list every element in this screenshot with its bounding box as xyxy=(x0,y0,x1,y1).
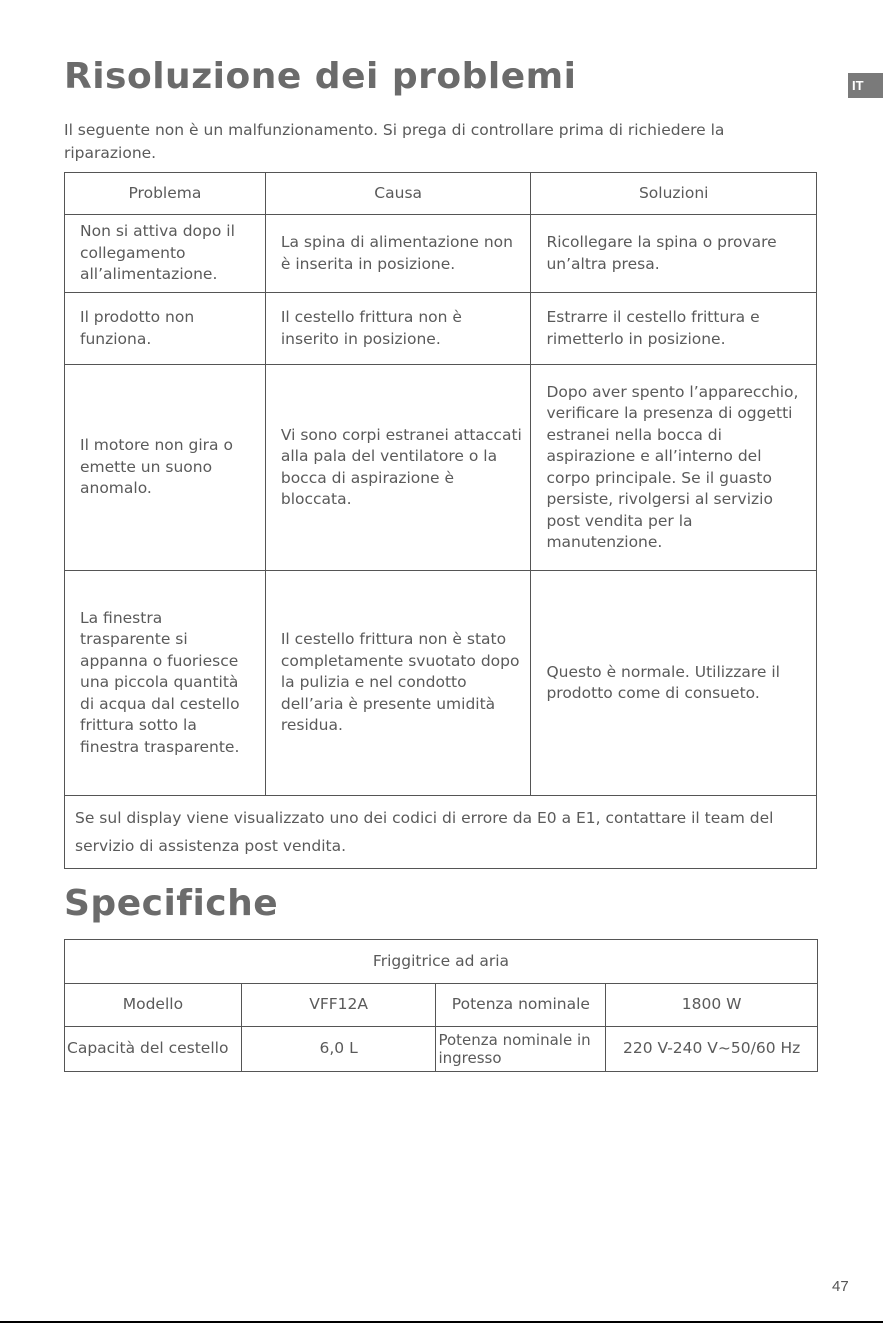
problem-cell: Non si attiva dopo il collegamento all’alimentazione. xyxy=(65,215,266,293)
model-value: VFF12A xyxy=(241,984,436,1027)
capacity-value: 6,0 L xyxy=(241,1027,436,1072)
table-row xyxy=(65,365,817,571)
solution-cell: Ricollegare la spina o provare un’altra presa. xyxy=(531,215,817,293)
cause-cell: Il cestello frittura non è stato completamente svuotato dopo la pulizia e nel condotto dell’aria è presente umidità residua. xyxy=(265,571,531,796)
page-number: 47 xyxy=(832,1278,849,1295)
table-row xyxy=(65,215,817,293)
spec-row xyxy=(65,984,818,1027)
rated-power-value: 1800 W xyxy=(606,984,818,1027)
spec-title-row xyxy=(65,940,818,984)
solution-cell: Dopo aver spento l’apparecchio, verificare la presenza di oggetti estranei nella bocca di aspirazione e all’interno del corpo principale. Se il guasto persiste, rivolgersi al servizio post vendita per la manutenzione. xyxy=(531,365,817,571)
specifications-title: Specifiche xyxy=(64,883,279,924)
product-name: Friggitrice ad aria xyxy=(65,940,818,984)
language-tab: IT xyxy=(848,73,883,98)
spec-row xyxy=(65,1027,818,1072)
troubleshooting-title: Risoluzione dei problemi xyxy=(64,56,577,97)
capacity-label: Capacità del cestello xyxy=(65,1027,242,1072)
header-solution: Soluzioni xyxy=(531,173,817,215)
rated-input-value: 220 V-240 V~50/60 Hz xyxy=(606,1027,818,1072)
cause-cell: Il cestello frittura non è inserito in posizione. xyxy=(265,293,531,365)
troubleshooting-intro: Il seguente non è un malfunzionamento. Si prega di controllare prima di richiedere la riparazione. xyxy=(64,121,725,162)
troubleshooting-table xyxy=(64,172,817,869)
table-row xyxy=(65,293,817,365)
table-header-row xyxy=(65,173,817,215)
specifications-table xyxy=(64,939,818,1072)
header-problem: Problema xyxy=(65,173,266,215)
table-note-row xyxy=(65,796,817,869)
error-code-note: Se sul display viene visualizzato uno dei codici di errore da E0 a E1, contattare il team del servizio di assistenza post vendita. xyxy=(65,796,817,869)
solution-cell: Estrarre il cestello frittura e rimetterlo in posizione. xyxy=(531,293,817,365)
page-bottom-rule xyxy=(0,1321,883,1323)
header-cause: Causa xyxy=(265,173,531,215)
rated-power-label: Potenza nominale xyxy=(436,984,606,1027)
cause-cell: Vi sono corpi estranei attaccati alla pala del ventilatore o la bocca di aspirazione è bloccata. xyxy=(265,365,531,571)
rated-input-label: Potenza nominale in ingresso xyxy=(436,1027,606,1072)
table-row xyxy=(65,571,817,796)
problem-cell: La finestra trasparente si appanna o fuoriesce una piccola quantità di acqua dal cestello frittura sotto la finestra trasparente. xyxy=(65,571,266,796)
problem-cell: Il prodotto non funziona. xyxy=(65,293,266,365)
solution-cell: Questo è normale. Utilizzare il prodotto come di consueto. xyxy=(531,571,817,796)
problem-cell: Il motore non gira o emette un suono anomalo. xyxy=(65,365,266,571)
model-label: Modello xyxy=(65,984,242,1027)
cause-cell: La spina di alimentazione non è inserita in posizione. xyxy=(265,215,531,293)
